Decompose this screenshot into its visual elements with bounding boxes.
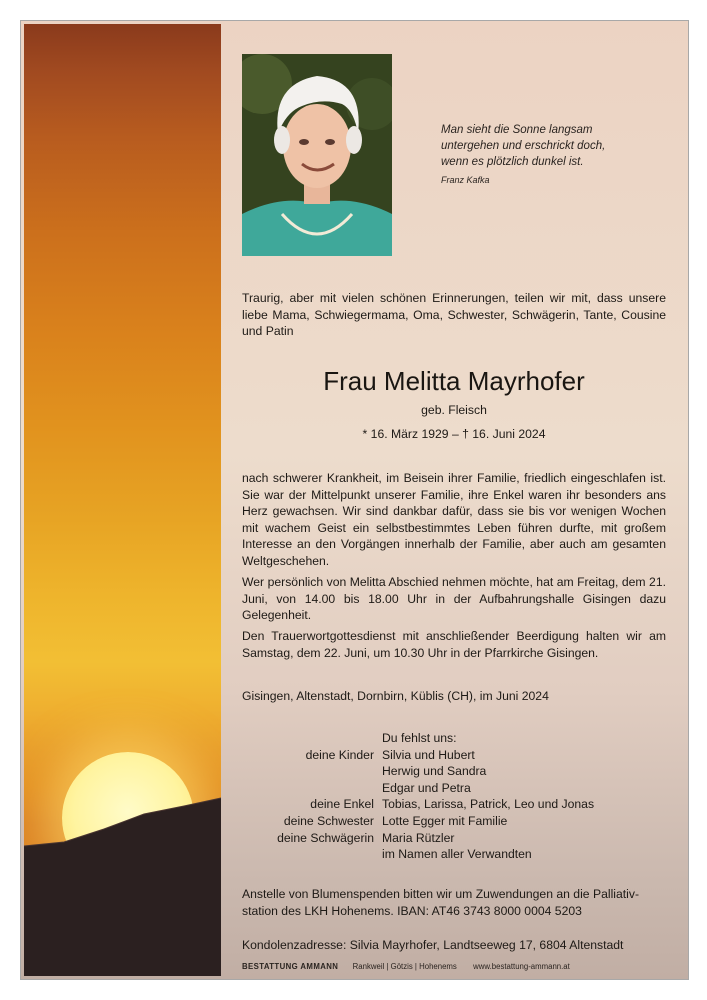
survivor-row bbox=[242, 796, 666, 813]
survivor-name: Maria Rützler bbox=[382, 830, 455, 845]
donation-note bbox=[242, 886, 666, 919]
survivor-name: Silvia und Hubert bbox=[382, 747, 475, 762]
service-paragraph: Den Trauerwortgottesdienst mit anschließender Beerdigung halten wir am Samstag, dem 22. Juni, um 10.30 Uhr in der Pfarrkirche Gisingen. bbox=[242, 629, 666, 660]
quote-author: Franz Kafka bbox=[441, 175, 490, 185]
relation-label bbox=[242, 846, 382, 863]
survivor-row bbox=[242, 780, 666, 797]
survivors-list bbox=[242, 730, 666, 863]
relation-label: deine Schwägerin bbox=[277, 830, 374, 845]
survivor-name: Herwig und Sandra bbox=[382, 764, 487, 779]
funeral-home-footer bbox=[242, 962, 666, 972]
relation-label: deine Enkel bbox=[310, 797, 374, 812]
condolence-address: Kondolenzadresse: Silvia Mayrhofer, Landtseeweg 17, 6804 Altenstadt bbox=[242, 938, 624, 952]
farewell-paragraph: Wer persönlich von Melitta Abschied nehmen möchte, hat am Freitag, dem 21. Juni, von 14.00 bis 18.00 Uhr in der Aufbahrungshalle Gisingen dazu Gelegenheit. bbox=[242, 575, 666, 623]
donation-line: Anstelle von Blumenspenden bitten wir um Zuwendungen an die Palliativ- bbox=[242, 887, 640, 901]
funeral-home-brand: BESTATTUNG AMMANN bbox=[242, 962, 339, 971]
quote-line: Man sieht die Sonne langsam bbox=[441, 124, 593, 136]
survivor-row bbox=[242, 763, 666, 780]
survivor-row bbox=[242, 830, 666, 847]
survivor-row bbox=[242, 747, 666, 764]
obituary-card bbox=[20, 20, 689, 980]
born-name: geb. Fleisch bbox=[421, 403, 487, 417]
donation-line: station des LKH Hohenems. IBAN: AT46 3743 8000 0004 5203 bbox=[242, 903, 582, 918]
survivor-name: Tobias, Larissa, Patrick, Leo und Jonas bbox=[382, 797, 595, 812]
funeral-home-locations: Rankweil | Götzis | Hohenems bbox=[352, 962, 457, 971]
quote-line: wenn es plötzlich dunkel ist. bbox=[441, 156, 584, 168]
funeral-home-website[interactable]: www.bestattung-ammann.at bbox=[473, 962, 570, 971]
main-paragraph: nach schwerer Krankheit, im Beisein ihrer Familie, friedlich eingeschlafen ist. Sie war der Mittelpunkt unserer Familie, ihre Enkel waren ihr besonders ans Herz gewachsen. Wir sind dankbar dafür, dass sie bis vor wenigen Wochen mit wachem Geist ein selbstbestimmtes Leben führen durfte, mit großem Interesse an den Vorgängen innerhalb der Familie, aber auch am gesamten Weltgeschehen. bbox=[242, 471, 666, 568]
portrait-photo bbox=[242, 54, 392, 256]
survivor-name: Edgar und Petra bbox=[382, 780, 471, 795]
relation-label bbox=[242, 730, 382, 747]
place-date: Gisingen, Altenstadt, Dornbirn, Küblis (CH), im Juni 2024 bbox=[242, 689, 549, 703]
survivor-name: Du fehlst uns: bbox=[382, 731, 457, 745]
intro-text: Traurig, aber mit vielen schönen Erinnerungen, teilen wir mit, dass unsere liebe Mama, Schwiegermama, Oma, Schwester, Schwägerin, Tante, Cousine und Patin bbox=[242, 291, 666, 339]
relation-label: deine Kinder bbox=[305, 747, 374, 762]
kafka-quote bbox=[441, 122, 681, 188]
relation-label: deine Schwester bbox=[283, 813, 374, 828]
survivor-name: im Namen aller Verwandten bbox=[382, 847, 532, 862]
life-dates: * 16. März 1929 – † 16. Juni 2024 bbox=[362, 427, 546, 441]
survivor-row bbox=[242, 813, 666, 830]
portrait-illustration bbox=[242, 54, 392, 256]
quote-line: untergehen und erschrickt doch, bbox=[441, 140, 606, 152]
relation-label bbox=[242, 780, 382, 797]
relation-label bbox=[242, 763, 382, 780]
survivor-name: Lotte Egger mit Familie bbox=[382, 813, 508, 828]
hill-silhouette bbox=[24, 24, 221, 976]
survivor-row bbox=[242, 730, 666, 747]
deceased-name: Frau Melitta Mayrhofer bbox=[323, 366, 585, 396]
survivor-row bbox=[242, 846, 666, 863]
sunset-image bbox=[24, 24, 221, 976]
